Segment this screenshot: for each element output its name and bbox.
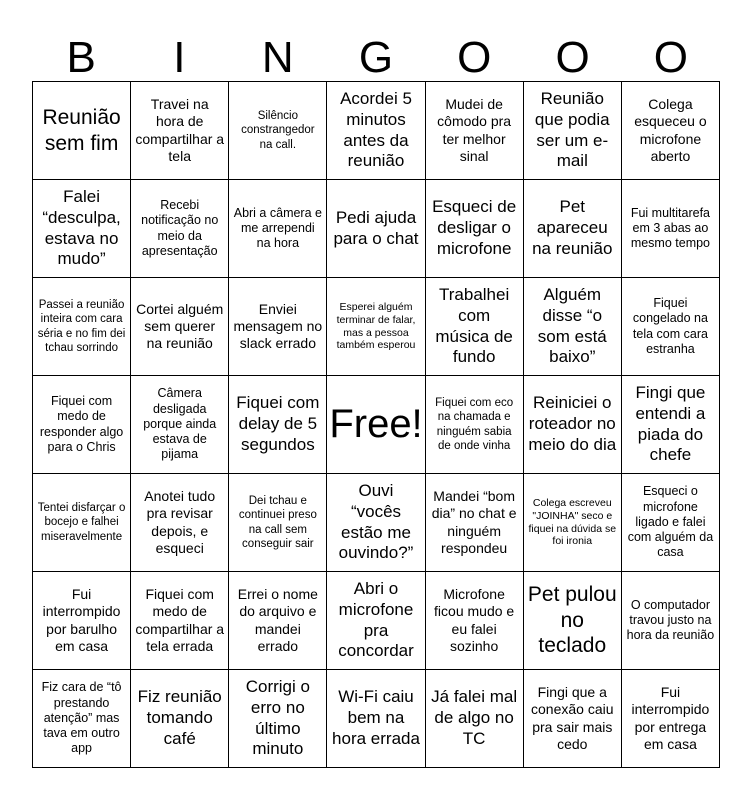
bingo-cell[interactable]: Fui interrompido por barulho em casa xyxy=(33,572,131,670)
header-letter-o1: O xyxy=(457,33,492,82)
bingo-header xyxy=(32,30,720,86)
bingo-cell[interactable]: Tentei disfarçar o bocejo e falhei miseravelmente xyxy=(33,474,131,572)
bingo-cell[interactable]: Fui interrompido por entrega em casa xyxy=(622,670,720,768)
bingo-cell[interactable]: Pedi ajuda para o chat xyxy=(327,180,425,278)
bingo-cell[interactable]: O computador travou justo na hora da reunião xyxy=(622,572,720,670)
bingo-cell[interactable]: Wi-Fi caiu bem na hora errada xyxy=(327,670,425,768)
bingo-cell[interactable]: Fiz cara de “tô prestando atenção” mas tava em outro app xyxy=(33,670,131,768)
header-letter-b: B xyxy=(66,33,96,82)
header-letter-n: N xyxy=(261,33,294,82)
bingo-cell[interactable]: Passei a reunião inteira com cara séria e no fim dei tchau sorrindo xyxy=(33,278,131,376)
bingo-cell[interactable]: Recebi notificação no meio da apresentação xyxy=(131,180,229,278)
header-letter-o3: O xyxy=(653,33,688,82)
bingo-cell[interactable]: Fui multitarefa em 3 abas ao mesmo tempo xyxy=(622,180,720,278)
bingo-cell[interactable]: Corrigi o erro no último minuto xyxy=(229,670,327,768)
bingo-cell[interactable]: Errei o nome do arquivo e mandei errado xyxy=(229,572,327,670)
bingo-cell[interactable]: Colega escreveu "JOINHA" seco e fiquei na dúvida se foi ironia xyxy=(524,474,622,572)
bingo-cell[interactable]: Mudei de cômodo pra ter melhor sinal xyxy=(426,82,524,180)
bingo-cell[interactable]: Alguém disse “o som está baixo” xyxy=(524,278,622,376)
bingo-cell[interactable]: Cortei alguém sem querer na reunião xyxy=(131,278,229,376)
bingo-cell[interactable]: Fiquei com medo de compartilhar a tela errada xyxy=(131,572,229,670)
bingo-cell[interactable]: Fiz reunião tomando café xyxy=(131,670,229,768)
bingo-cell[interactable]: Dei tchau e continuei preso na call sem conseguir sair xyxy=(229,474,327,572)
bingo-cell[interactable]: Mandei “bom dia” no chat e ninguém respondeu xyxy=(426,474,524,572)
bingo-cell[interactable]: Pet pulou no teclado xyxy=(524,572,622,670)
bingo-cell[interactable]: Reunião sem fim xyxy=(33,82,131,180)
bingo-cell[interactable]: Microfone ficou mudo e eu falei sozinho xyxy=(426,572,524,670)
bingo-cell[interactable]: Fiquei com medo de responder algo para o Chris xyxy=(33,376,131,474)
bingo-cell[interactable]: Fiquei congelado na tela com cara estranha xyxy=(622,278,720,376)
bingo-cell[interactable]: Acordei 5 minutos antes da reunião xyxy=(327,82,425,180)
header-letter-o2: O xyxy=(555,33,590,82)
bingo-cell[interactable]: Abri o microfone pra concordar xyxy=(327,572,425,670)
bingo-cell[interactable]: Pet apareceu na reunião xyxy=(524,180,622,278)
bingo-cell[interactable]: Esqueci de desligar o microfone xyxy=(426,180,524,278)
bingo-cell[interactable]: Trabalhei com música de fundo xyxy=(426,278,524,376)
bingo-cell[interactable]: Esperei alguém terminar de falar, mas a pessoa também esperou xyxy=(327,278,425,376)
bingo-grid xyxy=(32,81,720,768)
header-letter-g: G xyxy=(358,33,394,82)
bingo-cell[interactable]: Ouvi “vocês estão me ouvindo?” xyxy=(327,474,425,572)
bingo-cell[interactable]: Fiquei com eco na chamada e ninguém sabia de onde vinha xyxy=(426,376,524,474)
bingo-cell[interactable]: Fingi que a conexão caiu pra sair mais cedo xyxy=(524,670,622,768)
bingo-cell[interactable]: Enviei mensagem no slack errado xyxy=(229,278,327,376)
bingo-cell[interactable]: Colega esqueceu o microfone aberto xyxy=(622,82,720,180)
bingo-cell[interactable]: Travei na hora de compartilhar a tela xyxy=(131,82,229,180)
bingo-cell[interactable]: Esqueci o microfone ligado e falei com alguém da casa xyxy=(622,474,720,572)
bingo-cell[interactable]: Fingi que entendi a piada do chefe xyxy=(622,376,720,474)
bingo-cell[interactable]: Câmera desligada porque ainda estava de pijama xyxy=(131,376,229,474)
header-letter-i: I xyxy=(173,33,186,82)
bingo-cell[interactable]: Abri a câmera e me arrependi na hora xyxy=(229,180,327,278)
bingo-cell[interactable]: Silêncio constrangedor na call. xyxy=(229,82,327,180)
free-space-cell[interactable]: Free! xyxy=(327,376,425,474)
bingo-cell[interactable]: Já falei mal de algo no TC xyxy=(426,670,524,768)
bingo-cell[interactable]: Reiniciei o roteador no meio do dia xyxy=(524,376,622,474)
bingo-cell[interactable]: Reunião que podia ser um e-mail xyxy=(524,82,622,180)
bingo-cell[interactable]: Fiquei com delay de 5 segundos xyxy=(229,376,327,474)
bingo-cell[interactable]: Anotei tudo pra revisar depois, e esqueci xyxy=(131,474,229,572)
bingo-cell[interactable]: Falei “desculpa, estava no mudo” xyxy=(33,180,131,278)
